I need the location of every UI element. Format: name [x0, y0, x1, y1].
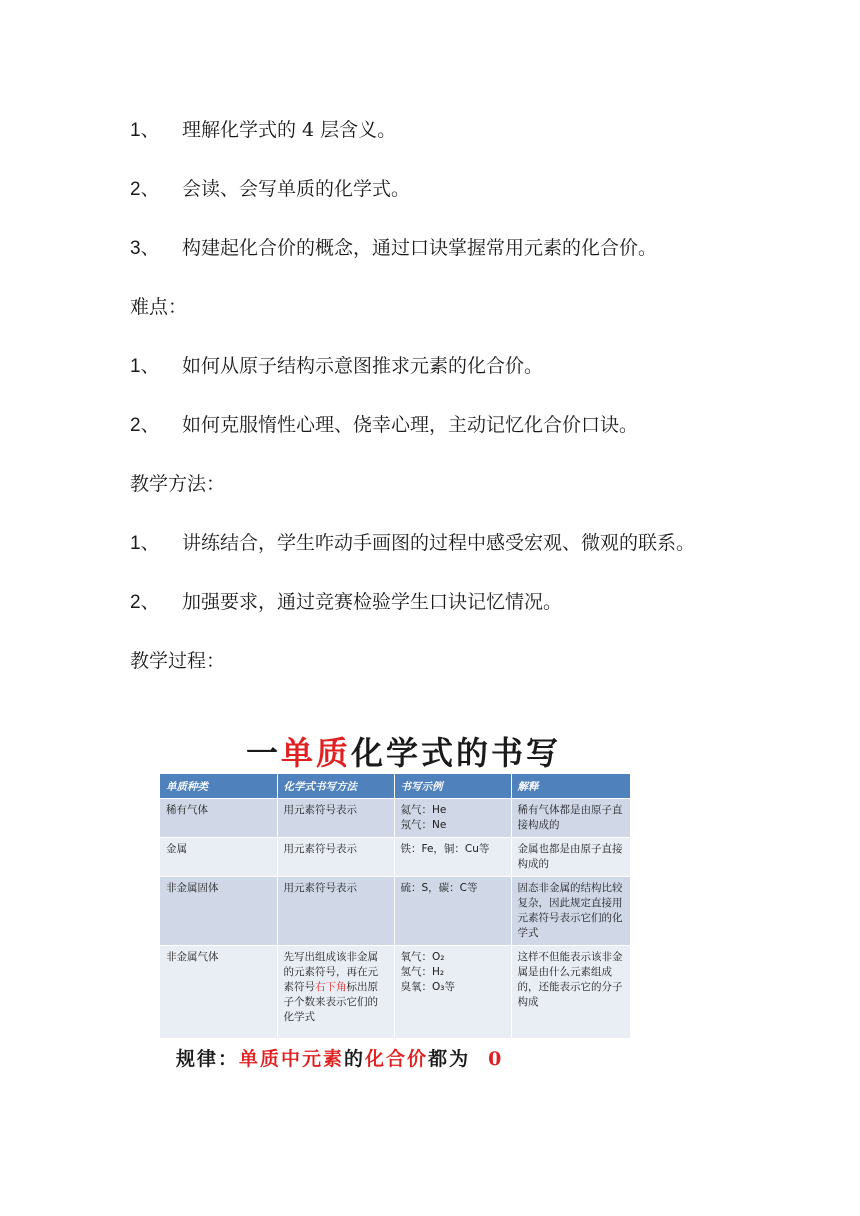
method-text: 讲练结合，学生咋动手画图的过程中感受宏观、微观的联系。 [182, 532, 696, 554]
embedded-slide-image [160, 724, 630, 1074]
table-row [160, 946, 630, 1038]
objective-text: 构建起化合价的概念，通过口诀掌握常用元素的化合价。 [182, 237, 658, 259]
table-row [160, 799, 630, 838]
table-cell: 硫：S，碳：C等 [394, 877, 511, 946]
table-cell: 稀有气体都是由原子直接构成的 [511, 799, 630, 838]
method-text: 加强要求，通过竞赛检验学生口诀记忆情况。 [182, 591, 563, 613]
table-cell: 铁：Fe，铜：Cu等 [394, 838, 511, 877]
table-cell: 固态非金属的结构比较复杂，因此规定直接用元素符号表示它们的化学式 [511, 877, 630, 946]
table-cell: 非金属固体 [160, 877, 277, 946]
elementary-formula-table [160, 774, 631, 1038]
difficulty-1 [130, 354, 543, 379]
objective-1 [130, 118, 396, 143]
table-cell: 用元素符号表示 [277, 799, 394, 838]
table-cell: 氧气：O₂ 氢气：H₂ 臭氧：O₃等 [394, 946, 511, 1038]
difficulty-text: 如何从原子结构示意图推求元素的化合价。 [182, 355, 544, 377]
table-cell: 这样不但能表示该非金属是由什么元素组成的，还能表示它的分子构成 [511, 946, 630, 1038]
list-number: 2、 [130, 415, 160, 436]
table-cell [277, 946, 394, 1038]
list-number: 3、 [130, 238, 160, 259]
table-cell: 氦气：He 氖气：Ne [394, 799, 511, 838]
list-number: 1、 [130, 533, 160, 554]
objective-text: 理解化学式的 4 层含义。 [182, 119, 397, 141]
difficulty-text: 如何克服惰性心理、侥幸心理，主动记忆化合价口诀。 [182, 414, 639, 436]
table-cell: 用元素符号表示 [277, 838, 394, 877]
method-highlight: 右下角 [315, 981, 347, 993]
method-2 [130, 590, 562, 615]
rule-label: 规律： [176, 1048, 240, 1070]
table-cell: 非金属气体 [160, 946, 277, 1038]
table-row [160, 838, 630, 877]
objective-text: 会读、会写单质的化学式。 [182, 178, 411, 200]
table-header-row [160, 774, 630, 799]
difficulties-heading: 难点： [130, 296, 188, 318]
column-header: 化学式书写方法 [277, 774, 394, 799]
list-number: 2、 [130, 179, 160, 200]
slide-title [246, 728, 561, 774]
rule-highlight: 化合价 [365, 1048, 429, 1070]
method-1 [130, 531, 695, 556]
rule-value: 0 [488, 1048, 504, 1070]
list-number: 2、 [130, 592, 160, 613]
slide-title-prefix: 一 [246, 734, 282, 772]
list-number: 1、 [130, 120, 160, 141]
table-cell: 用元素符号表示 [277, 877, 394, 946]
objective-3 [130, 236, 657, 261]
column-header: 单质种类 [160, 774, 277, 799]
rule-text: 都为 [428, 1048, 471, 1070]
list-number: 1、 [130, 356, 160, 377]
methods-heading: 教学方法： [130, 473, 226, 495]
column-header: 解释 [511, 774, 630, 799]
table-cell: 稀有气体 [160, 799, 277, 838]
difficulty-2 [130, 413, 638, 438]
table-cell: 金属也都是由原子直接构成的 [511, 838, 630, 877]
slide-title-highlight: 单质 [281, 734, 352, 772]
slide-title-rest: 化学式的书写 [351, 734, 562, 772]
rule-highlight: 单质中元素 [239, 1048, 345, 1070]
table-row [160, 877, 630, 946]
column-header: 书写示例 [394, 774, 511, 799]
objective-2 [130, 177, 410, 202]
rule-statement [176, 1044, 503, 1071]
method-text: 标出原子个数来表示它们的化学式 [283, 981, 378, 1023]
table-cell: 金属 [160, 838, 277, 877]
process-heading: 教学过程： [130, 650, 226, 672]
rule-text: 的 [344, 1048, 366, 1070]
method-text: 先写出组成该非金属的元素符号，再在元素符号 [283, 951, 378, 993]
